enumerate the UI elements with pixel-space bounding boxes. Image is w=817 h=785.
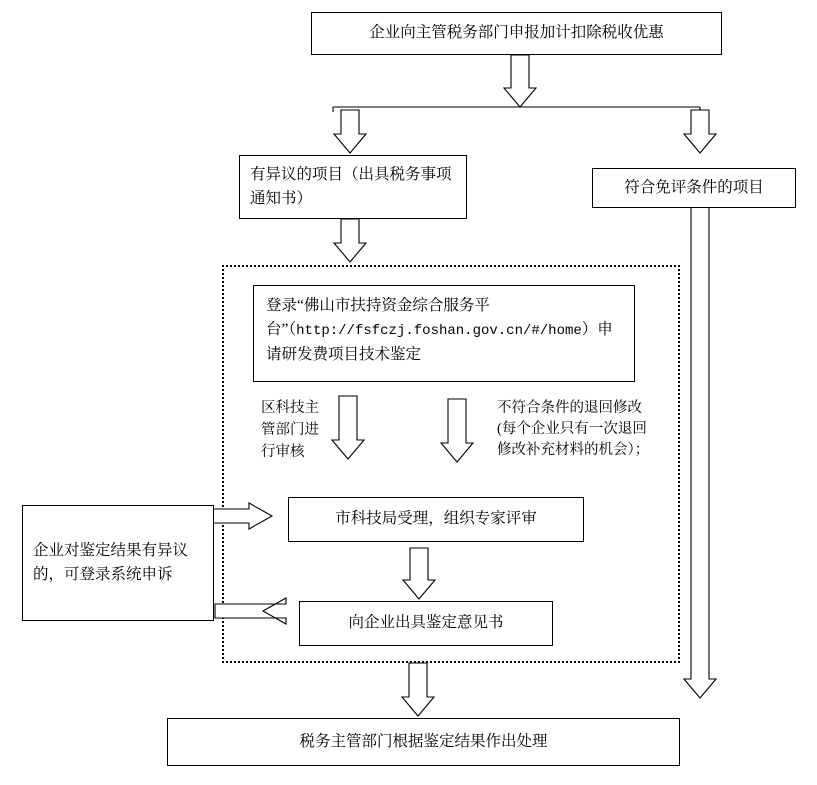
final-box[interactable]: [167, 718, 680, 766]
platform-box-line4: 请研发费项目技术鉴定: [266, 345, 422, 363]
objection-box[interactable]: [239, 155, 467, 219]
opinion-box-label: 向企业出具鉴定意见书: [348, 614, 504, 632]
final-box-label: 税务主管部门根据鉴定结果作出处理: [299, 732, 548, 750]
platform-box-url: http://fsfczj.foshan.gov.cn/#/home: [296, 323, 582, 340]
apply-box-label: 企业向主管税务部门申报加计扣除税收优惠: [369, 24, 664, 42]
apply-box[interactable]: [311, 12, 722, 55]
exempt-box-label: 符合免评条件的项目: [624, 178, 764, 196]
district-review-note: 区科技主管部门进行审核: [261, 400, 319, 460]
platform-box-line1: 登录“佛山市扶持资金综合服务平台”（: [266, 297, 490, 339]
platform-box-line3: ）申: [581, 321, 613, 339]
accept-box[interactable]: [288, 497, 584, 542]
objection-box-label: 有异议的项目（出具税务事项通知书）: [250, 165, 452, 207]
exempt-box[interactable]: [592, 168, 796, 208]
accept-box-label: 市科技局受理，组织专家评审: [335, 510, 537, 528]
opinion-box[interactable]: [299, 601, 553, 646]
platform-box[interactable]: [253, 285, 635, 382]
appeal-box[interactable]: [22, 505, 214, 621]
appeal-box-label: 企业对鉴定结果有异议的，可登录系统申诉: [33, 541, 189, 583]
return-modify-note: 不符合条件的退回修改(每个企业只有一次退回修改补充材料的机会）；: [497, 400, 650, 459]
